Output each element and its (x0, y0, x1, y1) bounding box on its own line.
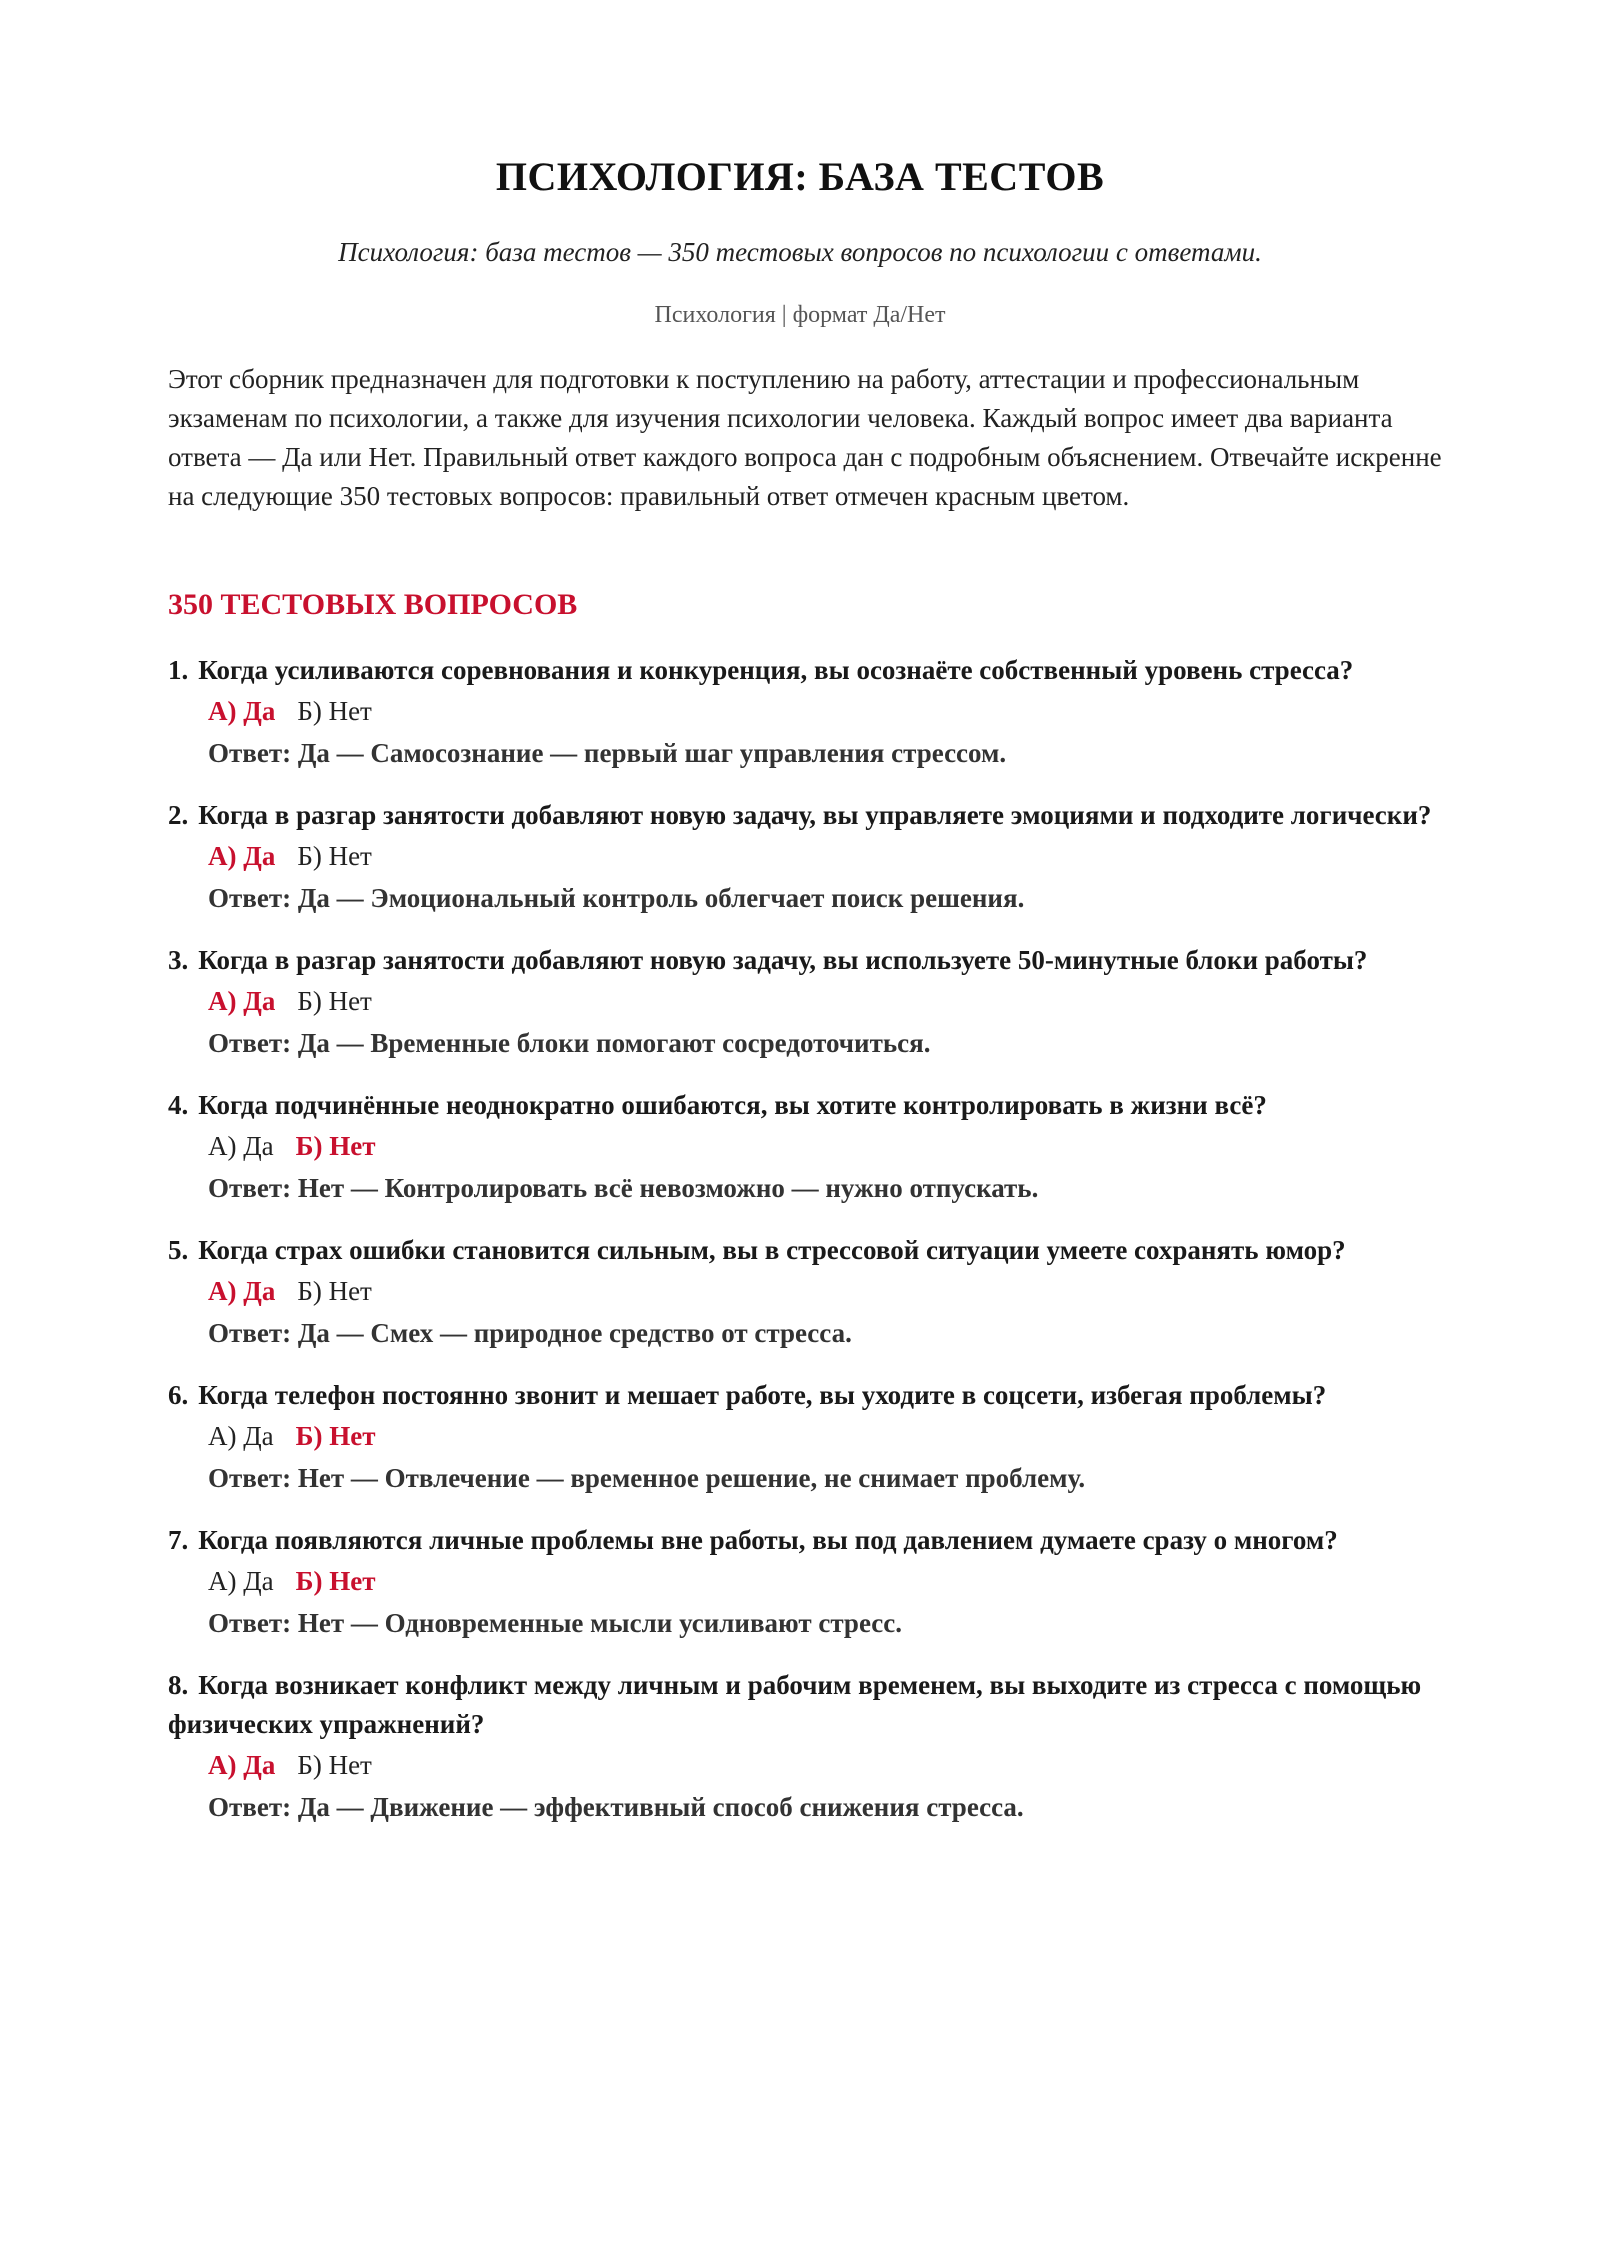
answer-options (208, 1270, 1458, 1312)
question-item (168, 1231, 1458, 1354)
option-no: Б) Нет (297, 696, 372, 726)
question-item (168, 941, 1458, 1064)
question-text (168, 1231, 1458, 1270)
question-body: Когда появляются личные проблемы вне работы, вы под давлением думаете сразу о многом? (198, 1525, 1338, 1555)
question-number: 7. (168, 1525, 189, 1555)
answer-explanation: Ответ: Да — Самосознание — первый шаг управления стрессом. (208, 738, 1007, 768)
question-list (168, 651, 1458, 1850)
question-body: Когда усиливаются соревнования и конкуренция, вы осознаёте собственный уровень стресса? (198, 655, 1354, 685)
page-subtitle: Психология: база тестов — 350 тестовых вопросов по психологии с ответами. (338, 237, 1262, 267)
option-yes: А) Да (208, 1421, 274, 1451)
question-number: 8. (168, 1670, 189, 1700)
answer-options (208, 1560, 1458, 1602)
intro-paragraph: Этот сборник предназначен для подготовки к поступлению на работу, аттестации и профессиональным экзаменам по психологии, а также для изучения психологии человека. Каждый вопрос имеет два варианта ответа — Да или Нет. Правильный ответ каждого вопроса дан с подробным объяснением. Отвечайте искренне на следующие 350 тестовых вопросов: правильный ответ отмечен красным цветом. (168, 364, 1442, 511)
option-no: Б) Нет (295, 1131, 376, 1161)
answer-explanation: Ответ: Да — Временные блоки помогают сосредоточиться. (208, 1028, 931, 1058)
answer-options (208, 980, 1458, 1022)
question-item (168, 1376, 1458, 1499)
question-number: 4. (168, 1090, 189, 1120)
option-yes: А) Да (208, 696, 276, 726)
answer-options (208, 1415, 1458, 1457)
answer-options (208, 690, 1458, 732)
answer-explanation: Ответ: Да — Эмоциональный контроль облегчает поиск решения. (208, 883, 1025, 913)
page-title: ПСИХОЛОГИЯ: БАЗА ТЕСТОВ (495, 154, 1105, 199)
answer-explanation: Ответ: Нет — Контролировать всё невозможно — нужно отпускать. (208, 1173, 1039, 1203)
question-body: Когда возникает конфликт между личным и рабочим временем, вы выходите из стресса с помощью физических упражнений? (168, 1670, 1422, 1739)
question-item (168, 796, 1458, 919)
option-yes: А) Да (208, 841, 276, 871)
answer-options (208, 1744, 1458, 1786)
question-text (168, 941, 1458, 980)
question-item (168, 1666, 1458, 1828)
question-text (168, 651, 1458, 690)
page-meta: Психология | формат Да/Нет (654, 302, 946, 328)
option-yes: А) Да (208, 1276, 276, 1306)
option-yes: А) Да (208, 1131, 274, 1161)
question-text (168, 1666, 1458, 1744)
question-number: 3. (168, 945, 189, 975)
answer-explanation: Ответ: Нет — Отвлечение — временное решение, не снимает проблему. (208, 1463, 1086, 1493)
question-text (168, 1521, 1458, 1560)
section-title: 350 ТЕСТОВЫХ ВОПРОСОВ (168, 588, 578, 621)
question-item (168, 1521, 1458, 1644)
question-text (168, 1086, 1458, 1125)
answer-explanation: Ответ: Да — Движение — эффективный способ снижения стресса. (208, 1792, 1024, 1822)
question-text (168, 1376, 1458, 1415)
question-body: Когда подчинённые неоднократно ошибаются, вы хотите контролировать в жизни всё? (198, 1090, 1267, 1120)
question-number: 6. (168, 1380, 189, 1410)
question-body: Когда в разгар занятости добавляют новую задачу, вы используете 50-минутные блоки работы? (198, 945, 1368, 975)
option-no: Б) Нет (295, 1566, 376, 1596)
answer-explanation: Ответ: Нет — Одновременные мысли усиливают стресс. (208, 1608, 902, 1638)
option-no: Б) Нет (297, 986, 372, 1016)
question-body: Когда телефон постоянно звонит и мешает работе, вы уходите в соцсети, избегая проблемы? (198, 1380, 1327, 1410)
option-yes: А) Да (208, 1566, 274, 1596)
option-no: Б) Нет (295, 1421, 376, 1451)
question-number: 2. (168, 800, 189, 830)
option-no: Б) Нет (297, 1750, 372, 1780)
answer-options (208, 1125, 1458, 1167)
option-no: Б) Нет (297, 841, 372, 871)
question-body: Когда страх ошибки становится сильным, вы в стрессовой ситуации умеете сохранять юмор? (198, 1235, 1346, 1265)
question-number: 1. (168, 655, 189, 685)
question-number: 5. (168, 1235, 189, 1265)
question-item (168, 651, 1458, 774)
answer-explanation: Ответ: Да — Смех — природное средство от стресса. (208, 1318, 852, 1348)
question-text (168, 796, 1458, 835)
question-item (168, 1086, 1458, 1209)
question-body: Когда в разгар занятости добавляют новую задачу, вы управляете эмоциями и подходите логически? (198, 800, 1432, 830)
option-no: Б) Нет (297, 1276, 372, 1306)
option-yes: А) Да (208, 1750, 276, 1780)
option-yes: А) Да (208, 986, 276, 1016)
answer-options (208, 835, 1458, 877)
